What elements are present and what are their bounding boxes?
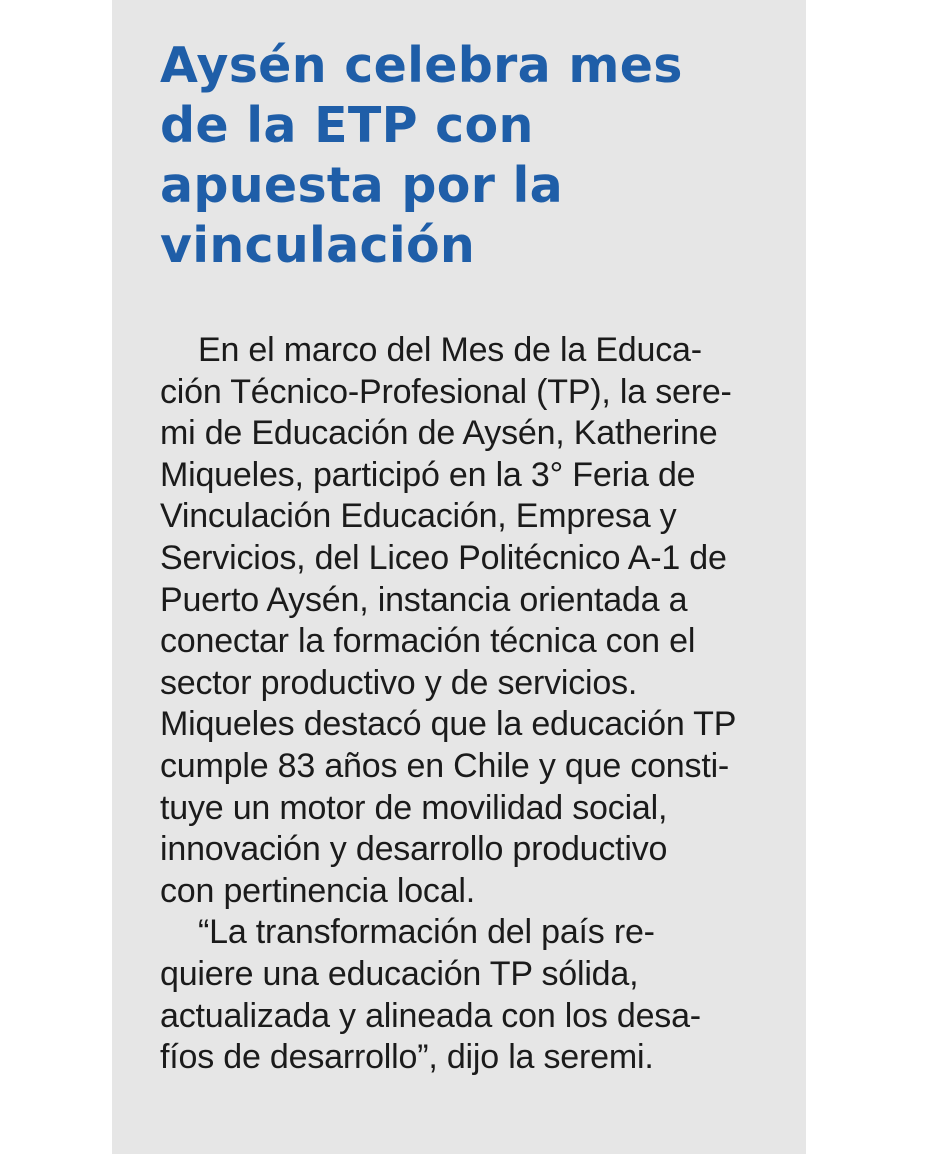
body-line: mi de Educación de Aysén, Katherine <box>160 414 718 453</box>
body-line: cumple 83 años en Chile y que consti- <box>160 746 730 785</box>
body-line: Vinculación Educación, Empresa y <box>160 497 677 536</box>
body-line: sector productivo y de servicios. <box>160 663 638 702</box>
body-line: innovación y desarrollo productivo <box>160 830 668 869</box>
headline-line: Aysén celebra mes <box>160 37 683 94</box>
body-line: conectar la formación técnica con el <box>160 622 696 661</box>
headline-line: de la ETP con <box>160 97 534 154</box>
body-line: Miqueles, participó en la 3° Feria de <box>160 455 696 494</box>
body-line: actualizada y alineada con los desa- <box>160 996 701 1035</box>
headline-line: apuesta por la <box>160 157 563 214</box>
body-line: Servicios, del Liceo Politécnico A-1 de <box>160 538 727 577</box>
body-line: En el marco del Mes de la Educa- <box>198 331 702 369</box>
body-line: tuye un motor de movilidad social, <box>160 788 668 827</box>
body-line: fíos de desarrollo”, dijo la seremi. <box>160 1038 654 1077</box>
article-body <box>160 330 760 1079</box>
body-line: ción Técnico-Profesional (TP), la sere- <box>160 372 732 411</box>
body-line: Miqueles destacó que la educación TP <box>160 705 737 744</box>
body-line: quiere una educación TP sólida, <box>160 954 639 993</box>
body-line: “La transformación del país re- <box>198 913 655 952</box>
article-headline <box>160 36 760 276</box>
headline-line: vinculación <box>160 217 476 274</box>
body-line: con pertinencia local. <box>160 871 476 910</box>
body-line: Puerto Aysén, instancia orientada a <box>160 580 688 619</box>
